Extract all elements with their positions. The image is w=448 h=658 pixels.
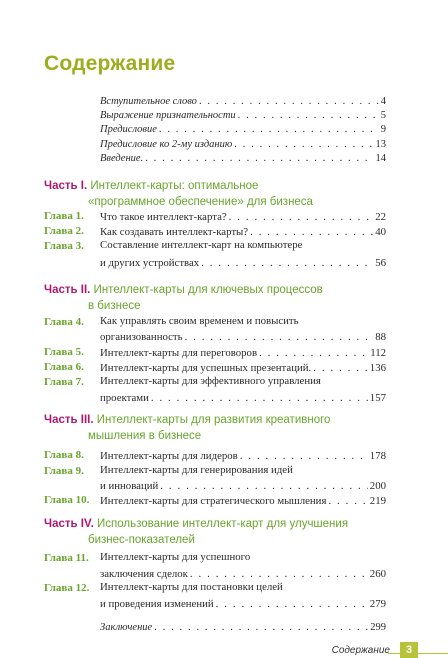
running-footer-label: Содержание [331, 645, 390, 656]
toc-entry-front [100, 121, 386, 135]
toc-entry-front [100, 107, 386, 121]
chapter-page: 279 [369, 598, 386, 610]
chapter-label: Глава 3. [44, 240, 84, 252]
chapter-title-line: Составление интеллект-карт на компьютере [100, 239, 303, 251]
entry-title: Предисловие ко 2-му изданию [100, 139, 233, 150]
entry-title: Заключение [100, 622, 153, 633]
chapter-page: 260 [369, 568, 386, 580]
dot-leader [159, 124, 379, 135]
dot-leader [234, 139, 373, 150]
dot-leader [201, 257, 373, 269]
chapter-entry [100, 566, 386, 580]
dot-leader [154, 622, 368, 633]
chapter-entry [100, 493, 386, 507]
chapter-page: 112 [370, 347, 386, 359]
part-title-line2: мышления в бизнесе [88, 430, 202, 442]
part-heading [44, 178, 394, 210]
chapter-entry [100, 390, 386, 404]
chapter-page: 200 [369, 480, 386, 492]
chapter-entry [100, 329, 386, 343]
chapter-entry [100, 478, 386, 492]
toc-entry-front [100, 93, 386, 107]
chapter-label: Глава 11. [44, 552, 89, 564]
part-number: Часть III. [44, 414, 94, 426]
dot-leader [185, 331, 374, 343]
entry-title: Вступительное слово [100, 96, 197, 107]
entry-page: 299 [370, 622, 386, 633]
entry-title: Выражение признательности [100, 110, 236, 121]
chapter-label: Глава 5. [44, 346, 84, 358]
page-number-badge: 3 [400, 642, 418, 658]
dot-leader [229, 211, 374, 223]
chapter-title: Интеллект-карты для лидеров [100, 450, 238, 462]
chapter-label: Глава 7. [44, 376, 84, 388]
chapter-title: Как создавать интеллект-карты? [100, 226, 249, 238]
part-heading [44, 412, 394, 444]
toc-entry-front [100, 136, 386, 150]
dot-leader [250, 226, 373, 238]
dot-leader [145, 153, 373, 164]
entry-page: 5 [380, 110, 386, 121]
part-number: Часть IV. [44, 518, 94, 530]
chapter-entry [100, 345, 386, 359]
chapter-title: и проведения изменений [100, 598, 214, 610]
chapter-entry [100, 209, 386, 223]
chapter-label: Глава 9. [44, 465, 84, 477]
dot-leader [313, 362, 368, 374]
dot-leader [328, 495, 367, 507]
chapter-title-line: Интеллект-карты для эффективного управления [100, 375, 321, 387]
toc-entry-conclusion [100, 619, 386, 633]
chapter-title: заключения сделок [100, 568, 188, 580]
entry-page: 4 [380, 96, 386, 107]
chapter-entry [100, 255, 386, 269]
chapter-title: Интеллект-карты для стратегического мышления [100, 495, 327, 507]
chapter-title: Интеллект-карты для успешных презентаций. [100, 362, 312, 374]
part-number: Часть I. [44, 180, 88, 192]
chapter-entry [100, 224, 386, 238]
toc-entry-front [100, 150, 386, 164]
part-title-line1: Интеллект-карты для развития креативного [96, 414, 331, 426]
chapter-title: проектами [100, 392, 149, 404]
part-title-line2: в бизнесе [88, 300, 141, 312]
part-title-line1: Интеллект-карты: оптимальное [90, 180, 259, 192]
chapter-label: Глава 4. [44, 316, 84, 328]
chapter-entry [100, 360, 386, 374]
chapter-label: Глава 10. [44, 494, 90, 506]
part-title-line2: «программное обеспечение» для бизнеса [88, 196, 313, 208]
chapter-label: Глава 6. [44, 361, 84, 373]
chapter-title-line: Интеллект-карты для постановки целей [100, 581, 283, 593]
part-title-line1: Интеллект-карты для ключевых процессов [93, 284, 323, 296]
footer-rule [388, 653, 448, 654]
entry-page: 13 [375, 139, 386, 150]
chapter-label: Глава 8. [44, 449, 84, 461]
dot-leader [259, 347, 368, 359]
dot-leader [240, 450, 368, 462]
entry-title: Предисловие [100, 124, 157, 135]
chapter-title: Что такое интеллект-карта? [100, 211, 227, 223]
dot-leader [216, 598, 368, 610]
page-title: Содержание [44, 52, 176, 75]
part-heading [44, 516, 394, 548]
chapter-page: 136 [369, 362, 386, 374]
chapter-label: Глава 2. [44, 225, 84, 237]
chapter-page: 40 [375, 226, 386, 238]
chapter-label: Глава 1. [44, 210, 84, 222]
chapter-entry [100, 448, 386, 462]
part-number: Часть II. [44, 284, 91, 296]
chapter-title: и других устройствах [100, 257, 200, 269]
part-title-line2: бизнес-показателей [88, 534, 195, 546]
dot-leader [238, 110, 379, 121]
chapter-label: Глава 12. [44, 582, 90, 594]
entry-page: 14 [375, 153, 386, 164]
entry-page: 9 [380, 124, 386, 135]
chapter-page: 88 [375, 331, 386, 343]
chapter-page: 178 [369, 450, 386, 462]
chapter-title: организованность [100, 331, 183, 343]
dot-leader [199, 96, 379, 107]
chapter-title-line: Интеллект-карты для генерирования идей [100, 464, 293, 476]
chapter-title: и инноваций [100, 480, 159, 492]
chapter-page: 157 [369, 392, 386, 404]
dot-leader [151, 392, 368, 404]
chapter-page: 56 [375, 257, 386, 269]
chapter-page: 22 [375, 211, 386, 223]
dot-leader [190, 568, 368, 580]
dot-leader [160, 480, 368, 492]
part-heading [44, 282, 394, 314]
chapter-title: Интеллект-карты для переговоров [100, 347, 258, 359]
chapter-entry [100, 596, 386, 610]
chapter-page: 219 [369, 495, 386, 507]
chapter-title-line: Интеллект-карты для успешного [100, 551, 251, 563]
entry-title: Введение. [100, 153, 144, 164]
chapter-title-line: Как управлять своим временем и повысить [100, 315, 299, 327]
part-title-line1: Использование интеллект-карт для улучшения [96, 518, 349, 530]
